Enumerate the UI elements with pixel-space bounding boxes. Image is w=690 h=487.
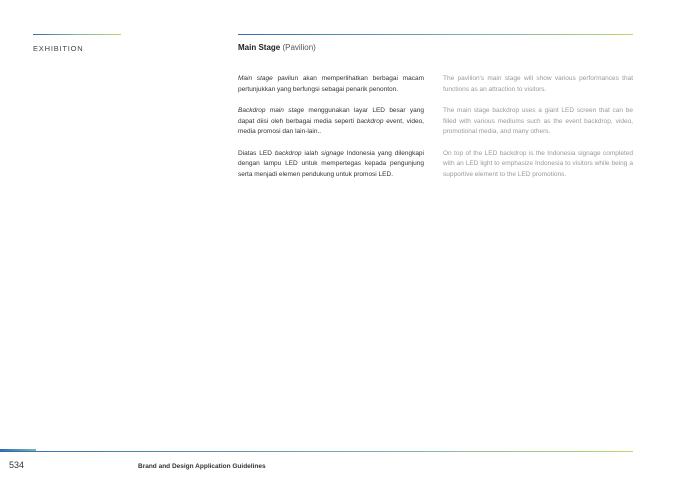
id-p3-b: ialah (301, 149, 322, 157)
indonesian-column (238, 74, 424, 191)
title-sub: (Pavilion) (282, 43, 316, 52)
id-p3-a: Diatas LED (238, 149, 275, 157)
id-paragraph-1 (238, 74, 424, 95)
footer-title: Brand and Design Application Guidelines (138, 463, 266, 470)
id-p1-rest: pavilun akan memperlihatkan berbagai macam pertunjukkan yang berfungsi sebagai penarik penonton. (238, 75, 424, 93)
section-label: EXHIBITION (33, 44, 84, 53)
id-p2-mid: menggunakan layar LED besar yang dapat diisi oleh berbagai media seperti (238, 107, 424, 125)
top-rule-left (33, 34, 121, 35)
id-p3-c: Indonesia yang dilengkapi dengan lampu LED untuk mempertegas kepada pengunjung serta menjadi elemen pendukung untuk promosi LED. (238, 149, 424, 178)
english-column (443, 74, 633, 191)
id-p2-em2: backdrop (356, 117, 384, 125)
page-number: 534 (9, 460, 25, 470)
page-title (238, 43, 316, 52)
id-p2-em: Backdrop main stage (238, 107, 305, 114)
id-paragraph-3 (238, 149, 424, 181)
en-paragraph-3: On top of the LED backdrop is the Indonesia signage completed with an LED light to emphasize Indonesia to visitors while being a supportive element to the LED promotions. (443, 149, 633, 178)
id-p3-em2: signage (321, 149, 344, 157)
id-paragraph-2 (238, 106, 424, 138)
id-p2-rest: event, video, media promosi dan lain-lain.. (238, 117, 424, 135)
title-main: Main Stage (238, 43, 281, 52)
id-p3-em1: backdrop (274, 149, 302, 157)
en-paragraph-1: The pavilion's main stage will show various performances that functions as an attraction to visitors. (443, 75, 633, 93)
top-rule-right (238, 34, 633, 35)
id-p1-em: Main stage (238, 75, 273, 82)
en-paragraph-2: The main stage backdrop uses a giant LED screen that can be filled with various mediums such as the event backdrop, video, promotional media, and many others. (443, 107, 633, 135)
footer-rule (0, 451, 633, 452)
